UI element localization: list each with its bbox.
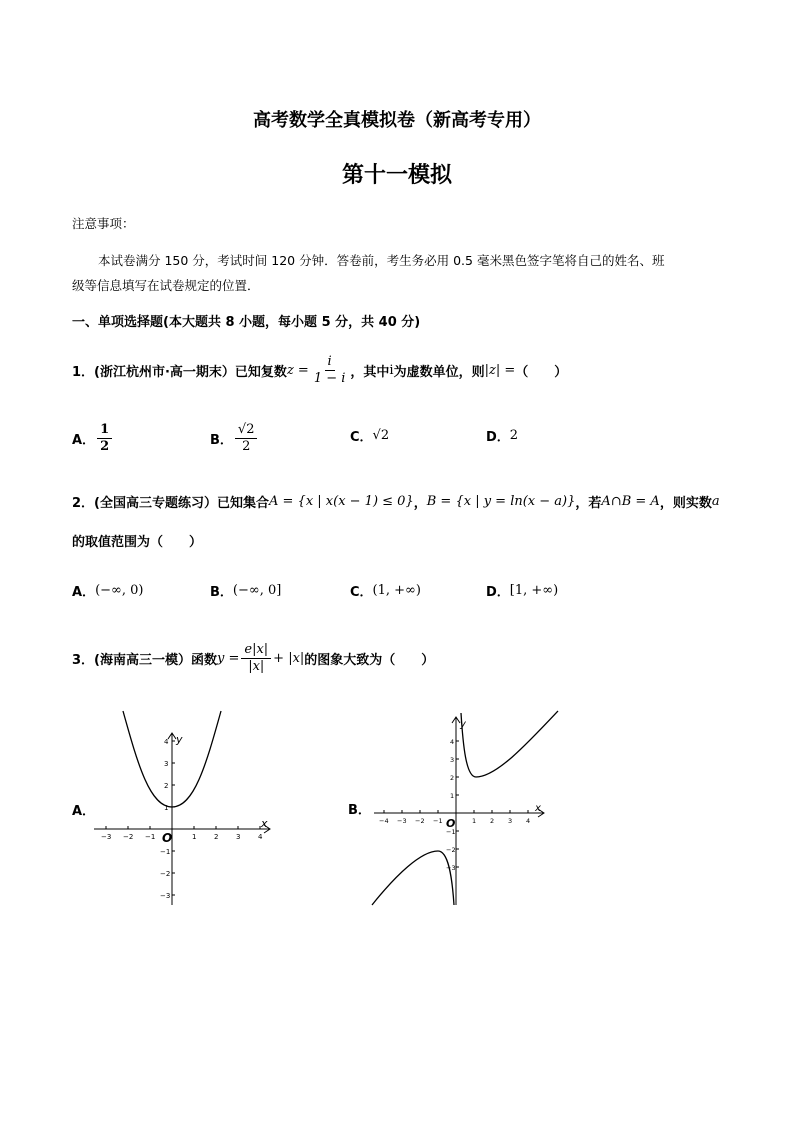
exam-title: 高考数学全真模拟卷（新高考专用） xyxy=(253,110,541,131)
q3-tail: 的图象大致为（ ） xyxy=(304,652,435,668)
q2-option-a-value: (−∞, 0) xyxy=(95,583,144,598)
exam-subtitle: 第十一模拟 xyxy=(341,162,452,188)
graph-b-curve-left xyxy=(372,851,454,905)
graph-a-ytick: 4 xyxy=(164,738,169,746)
graph-a-xtick: −2 xyxy=(123,833,134,841)
notice-label: 注意事项： xyxy=(72,216,135,231)
q2-tail: ，则实数 xyxy=(659,496,712,511)
graph-b-ytick: 3 xyxy=(450,756,455,764)
q1-option-c[interactable] xyxy=(350,426,389,445)
graph-a-ytick: 2 xyxy=(164,782,169,790)
notice-line-1: 本试卷满分 150 分，考试时间 120 分钟．答卷前，考生务必用 0.5 毫米黑色签字笔将自己的姓名、班 xyxy=(98,253,665,268)
graph-a-y-label: y xyxy=(176,733,183,746)
q1-option-d[interactable] xyxy=(486,426,518,445)
graph-a-xtick: −1 xyxy=(145,833,156,841)
q1-option-b-num: √2 xyxy=(235,422,258,439)
q2-mid: ，若 xyxy=(575,496,602,511)
graph-b-xtick: −2 xyxy=(415,817,425,825)
q1-prefix: 1．(浙江杭州市·高一期末）已知复数 xyxy=(72,364,287,380)
graph-b-ytick: −2 xyxy=(446,846,456,854)
graph-b-xtick: 2 xyxy=(490,817,495,825)
q2-option-d-value: [1, +∞) xyxy=(509,583,559,598)
q1-i: i xyxy=(389,362,394,378)
q1-option-d-label: D． xyxy=(486,430,510,445)
graph-b-ytick: 2 xyxy=(450,774,455,782)
q2-comma: ， xyxy=(413,496,427,511)
graph-b-xtick: −3 xyxy=(397,817,407,825)
q3-y: y = xyxy=(217,650,240,666)
graph-a[interactable] xyxy=(90,705,280,910)
q1-fraction xyxy=(311,354,349,387)
q1-option-a-label: A． xyxy=(72,432,96,448)
q3-prefix: 3．(海南高三一模）函数 xyxy=(72,652,217,668)
q2-line-2: 的取值范围为（ ） xyxy=(72,535,203,550)
graph-a-ytick: −3 xyxy=(160,892,171,900)
q1-option-a-num: 1 xyxy=(97,422,112,439)
q3-denominator: |x| xyxy=(248,658,265,674)
q1-option-c-value: √2 xyxy=(372,428,390,443)
graph-b-ytick: 1 xyxy=(450,792,455,800)
q2-prefix: 2．(全国高三专题练习）已知集合 xyxy=(72,496,269,511)
graph-a-xtick: 2 xyxy=(214,833,219,841)
q1-option-a[interactable] xyxy=(72,418,114,458)
q3-option-b-label[interactable]: B． xyxy=(348,803,371,818)
q2-option-c-label: C． xyxy=(350,585,373,600)
q2-option-b-value: (−∞, 0] xyxy=(232,583,282,598)
q1-mid2: 为虚数单位，则 xyxy=(393,364,485,380)
q2-set-b: B = {x | y = ln(x − a)} xyxy=(426,494,576,509)
graph-b-x-label: x xyxy=(535,803,541,814)
graph-b-xtick: −4 xyxy=(379,817,389,825)
graph-b[interactable] xyxy=(366,705,566,910)
q1-numerator: i xyxy=(325,354,335,371)
section-heading: 一、单项选择题(本大题共 8 小题，每小题 5 分，共 40 分) xyxy=(72,315,421,330)
graph-b-ytick: −1 xyxy=(446,828,456,836)
graph-a-ytick: −2 xyxy=(160,870,171,878)
q1-option-d-value: 2 xyxy=(509,428,519,443)
q2-option-c[interactable] xyxy=(350,581,421,600)
question-3 xyxy=(72,638,434,678)
q1-denominator: 1 − i xyxy=(313,370,346,386)
q2-option-d[interactable] xyxy=(486,581,558,600)
graph-a-x-label: x xyxy=(261,817,268,830)
q2-a: a xyxy=(711,494,720,509)
q1-option-b-fraction xyxy=(235,422,258,455)
q1-option-c-label: C． xyxy=(350,430,373,445)
q2-option-d-label: D． xyxy=(486,585,510,600)
graph-a-ytick: 3 xyxy=(164,760,169,768)
q1-option-a-den: 2 xyxy=(100,438,110,454)
q2-option-c-value: (1, +∞) xyxy=(372,583,421,598)
graph-b-xtick: 3 xyxy=(508,817,513,825)
q2-condition: A∩B = A xyxy=(601,494,660,509)
graph-b-ytick: −3 xyxy=(446,864,456,872)
graph-b-xtick: 1 xyxy=(472,817,477,825)
q2-option-b-label: B． xyxy=(210,585,233,600)
graph-b-origin: O xyxy=(446,817,456,830)
q1-option-b[interactable] xyxy=(210,418,259,458)
graph-b-ytick: 4 xyxy=(450,738,455,746)
graph-a-ytick: 1 xyxy=(164,804,169,812)
graph-b-xtick: 4 xyxy=(526,817,531,825)
q3-numerator: e|x| xyxy=(241,642,271,659)
q3-option-a-label[interactable]: A． xyxy=(72,804,96,819)
q1-mid: ，其中 xyxy=(350,364,390,380)
q3-plus: + |x| xyxy=(273,650,305,666)
graph-a-ytick: −1 xyxy=(160,848,171,856)
graph-a-origin: O xyxy=(162,831,173,845)
q1-abs: |z| = xyxy=(484,362,516,378)
graph-b-y-label: y xyxy=(460,719,466,730)
graph-b-curve-right xyxy=(461,711,558,777)
q1-option-b-den: 2 xyxy=(242,438,251,454)
question-2 xyxy=(72,492,720,511)
q1-option-a-fraction xyxy=(97,422,112,455)
graph-a-xtick: 3 xyxy=(236,833,241,841)
q2-option-a[interactable] xyxy=(72,581,143,600)
notice-line-2: 级等信息填写在试卷规定的位置． xyxy=(72,278,260,293)
q1-tail: （ ） xyxy=(515,364,568,380)
question-1 xyxy=(72,350,567,390)
q3-fraction xyxy=(241,642,271,675)
graph-a-xtick: −3 xyxy=(101,833,112,841)
q2-set-a: A = {x | x(x − 1) ≤ 0} xyxy=(269,494,414,509)
q2-option-a-label: A． xyxy=(72,585,96,600)
q1-z: z = xyxy=(286,362,309,378)
graph-a-xtick: 1 xyxy=(192,833,197,841)
graph-a-xtick: 4 xyxy=(258,833,263,841)
graph-b-xtick: −1 xyxy=(433,817,443,825)
q1-option-b-label: B． xyxy=(210,432,233,448)
q2-option-b[interactable] xyxy=(210,581,281,600)
